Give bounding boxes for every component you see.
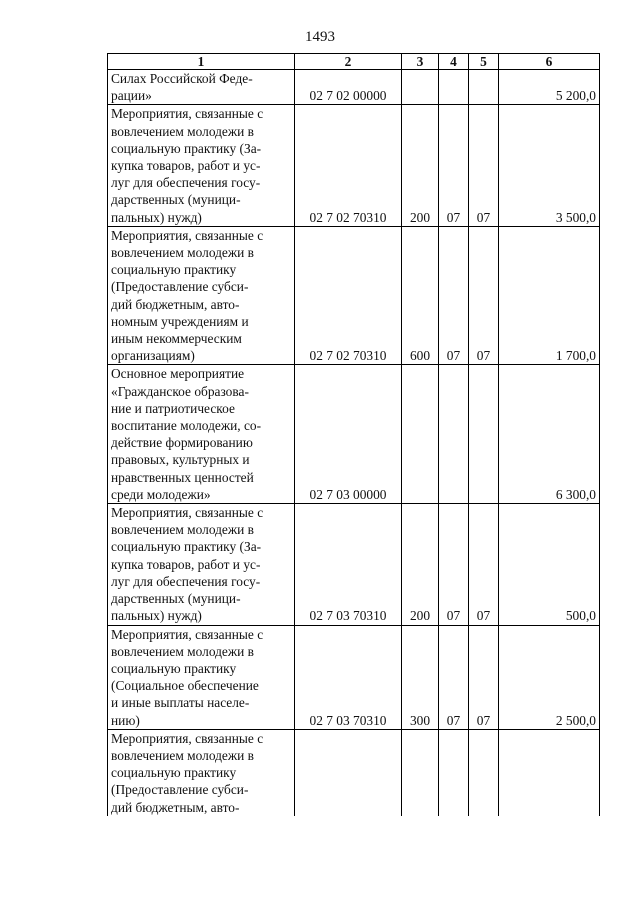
row-col4: 07 [439, 105, 469, 226]
row-code [295, 729, 402, 816]
budget-table [107, 53, 600, 816]
column-header: 3 [402, 54, 439, 70]
row-col3 [402, 70, 439, 105]
table-row [108, 105, 600, 226]
page-number: 1493 [305, 29, 335, 45]
row-amount: 3 500,0 [499, 105, 600, 226]
row-col3: 200 [402, 105, 439, 226]
table-row [108, 70, 600, 105]
row-amount [499, 729, 600, 816]
table-body [108, 70, 600, 816]
row-col5: 07 [469, 625, 499, 729]
row-col4: 07 [439, 625, 469, 729]
row-col4: 07 [439, 504, 469, 625]
row-col4 [439, 729, 469, 816]
row-code: 02 7 03 70310 [295, 504, 402, 625]
row-description: Мероприятия, связанные с вовлечением молодежи в социальную практику (За- купка товаров, работ и ус- луг для обеспечения госу- дарственных (муници- пальных) нужд) [108, 105, 295, 226]
row-description: Мероприятия, связанные с вовлечением молодежи в социальную практику (Предоставление субси- дий бюджетным, авто- номным учреждениям и иным некоммерческим организациям) [108, 226, 295, 365]
row-col5: 07 [469, 105, 499, 226]
column-header: 6 [499, 54, 600, 70]
row-col5 [469, 729, 499, 816]
row-amount: 5 200,0 [499, 70, 600, 105]
row-description: Мероприятия, связанные с вовлечением молодежи в социальную практику (Предоставление субси- дий бюджетным, авто- [108, 729, 295, 816]
row-col3: 300 [402, 625, 439, 729]
row-code: 02 7 02 70310 [295, 105, 402, 226]
row-col4: 07 [439, 226, 469, 365]
row-code: 02 7 03 00000 [295, 365, 402, 504]
row-description: Мероприятия, связанные с вовлечением молодежи в социальную практику (Социальное обеспечение и иные выплаты населе- нию) [108, 625, 295, 729]
row-description: Основное мероприятие «Гражданское образова- ние и патриотическое воспитание молодежи, со- действие формированию правовых, культурных и нравственных ценностей среди молодежи» [108, 365, 295, 504]
column-header: 4 [439, 54, 469, 70]
table-header [108, 54, 600, 70]
header-row [108, 54, 600, 70]
table-row [108, 365, 600, 504]
row-col5: 07 [469, 504, 499, 625]
table-row [108, 504, 600, 625]
row-col3 [402, 365, 439, 504]
row-code: 02 7 02 70310 [295, 226, 402, 365]
row-amount: 2 500,0 [499, 625, 600, 729]
row-col4 [439, 70, 469, 105]
table-row [108, 625, 600, 729]
row-col3: 200 [402, 504, 439, 625]
row-col5 [469, 365, 499, 504]
column-header: 2 [295, 54, 402, 70]
row-description: Мероприятия, связанные с вовлечением молодежи в социальную практику (За- купка товаров, работ и ус- луг для обеспечения госу- дарственных (муници- пальных) нужд) [108, 504, 295, 625]
row-col3 [402, 729, 439, 816]
row-code: 02 7 03 70310 [295, 625, 402, 729]
column-header: 5 [469, 54, 499, 70]
row-col4 [439, 365, 469, 504]
row-description: Силах Российской Феде- рации» [108, 70, 295, 105]
row-col5: 07 [469, 226, 499, 365]
column-header: 1 [108, 54, 295, 70]
row-code: 02 7 02 00000 [295, 70, 402, 105]
row-amount: 500,0 [499, 504, 600, 625]
row-col3: 600 [402, 226, 439, 365]
row-amount: 1 700,0 [499, 226, 600, 365]
row-col5 [469, 70, 499, 105]
row-amount: 6 300,0 [499, 365, 600, 504]
table-row [108, 729, 600, 816]
table-row [108, 226, 600, 365]
